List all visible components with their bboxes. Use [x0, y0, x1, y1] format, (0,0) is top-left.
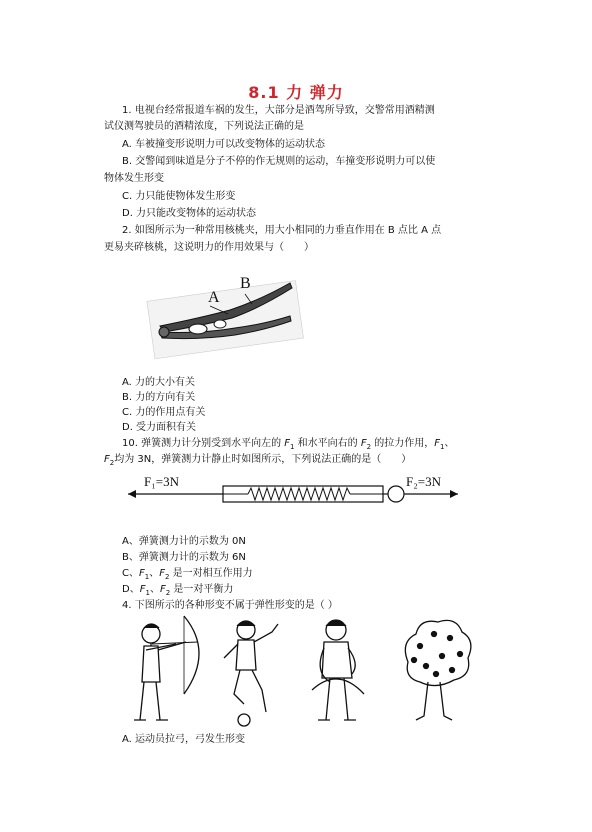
q2-option-a: A. 力的大小有关: [122, 377, 196, 388]
f1-symbol: F: [138, 568, 145, 579]
f2-symbol: F: [104, 454, 110, 465]
option-text: 是一对平衡力: [170, 584, 234, 595]
q1-option-d: D. 力只能改变物体的运动状态: [122, 208, 257, 219]
q10-stem-part1: 10. 弹簧测力计分别受到水平向左的: [122, 438, 285, 449]
f2-symbol: F: [159, 568, 165, 579]
label-b: B: [240, 275, 251, 292]
nutcracker-figure: [140, 258, 320, 368]
fruit-tree-drawing: [405, 620, 471, 720]
q10-stem-line1: [122, 437, 455, 454]
f2-subscript: 2: [164, 573, 170, 581]
spring-scale-figure: [120, 470, 465, 518]
q10-stem-part3: 的拉力作用，: [371, 438, 435, 449]
q2-option-d: D. 受力面积有关: [122, 422, 197, 433]
kicking-boy-drawing: [224, 621, 278, 726]
option-prefix: C、: [122, 568, 139, 579]
f2-symbol: F: [159, 584, 166, 595]
f1-subscript: 1: [145, 589, 150, 597]
q2-stem-line1: 2. 如图所示为一种常用核桃夹，用大小相同的力垂直作用在 B 点比 A 点: [122, 225, 442, 236]
f1-subscript: 1: [440, 443, 445, 451]
separator: 、: [149, 584, 160, 595]
f2-subscript: 2: [165, 589, 171, 597]
q10-stem-part4: 均为 3N，弹簧测力计静止时如图所示，下列说法正确的是（ ）: [114, 454, 412, 465]
f2-subscript: 2: [366, 443, 372, 451]
label-a: A: [208, 289, 220, 306]
q1-option-b-line1: B. 交警闻到味道是分子不停的作无规则的运动，车撞变形说明力可以使: [122, 156, 436, 167]
right-force-label: F₂=3N: [406, 474, 441, 489]
q10-option-d: [122, 583, 233, 600]
q1-option-a: A. 车被撞变形说明力可以改变物体的运动状态: [122, 139, 326, 150]
f1-symbol: F: [284, 438, 291, 449]
q1-option-c: C. 力只能使物体发生形变: [122, 191, 236, 202]
q10-stem-part2: 和水平向右的: [294, 438, 361, 449]
separator: 、: [444, 438, 455, 449]
separator: 、: [149, 568, 160, 579]
q1-option-b-line2: 物体发生形变: [104, 173, 164, 184]
deformation-figures: [116, 612, 476, 730]
f1-subscript: 1: [144, 573, 150, 581]
q4-stem: 4. 下图所示的各种形变不属于弹性形变的是（ ）: [122, 600, 338, 611]
q10-option-a: A、弹簧测力计的示数为 0N: [122, 536, 246, 547]
page-title: 8.1 力 弹力: [248, 83, 344, 102]
option-text: 是一对相互作用力: [169, 568, 253, 579]
f2-symbol: F: [360, 438, 367, 449]
q1-stem-line1: 1. 电视台经常报道车祸的发生，大部分是酒驾所导致，交警常用酒精测: [122, 105, 435, 116]
f1-symbol: F: [434, 438, 441, 449]
archer-drawing: [134, 616, 199, 720]
option-prefix: D、: [122, 584, 140, 595]
q10-stem-line2: [104, 453, 411, 470]
q4-option-a: A. 运动员拉弓，弓发生形变: [122, 734, 246, 745]
left-force-label: F₁=3N: [144, 474, 179, 489]
q10-option-b: B、弹簧测力计的示数为 6N: [122, 552, 246, 563]
q2-stem-line2: 更易夹碎核桃，这说明力的作用效果与（ ）: [104, 242, 314, 253]
q1-stem-line2: 试仪测驾驶员的酒精浓度，下列说法正确的是: [104, 121, 304, 132]
f2-subscript: 2: [109, 459, 115, 467]
q2-option-c: C. 力的作用点有关: [122, 407, 206, 418]
f1-subscript: 1: [290, 443, 295, 451]
q2-option-b: B. 力的方向有关: [122, 392, 196, 403]
f1-symbol: F: [139, 584, 146, 595]
bending-stick-drawing: [312, 620, 364, 720]
q10-option-c: [122, 567, 253, 584]
